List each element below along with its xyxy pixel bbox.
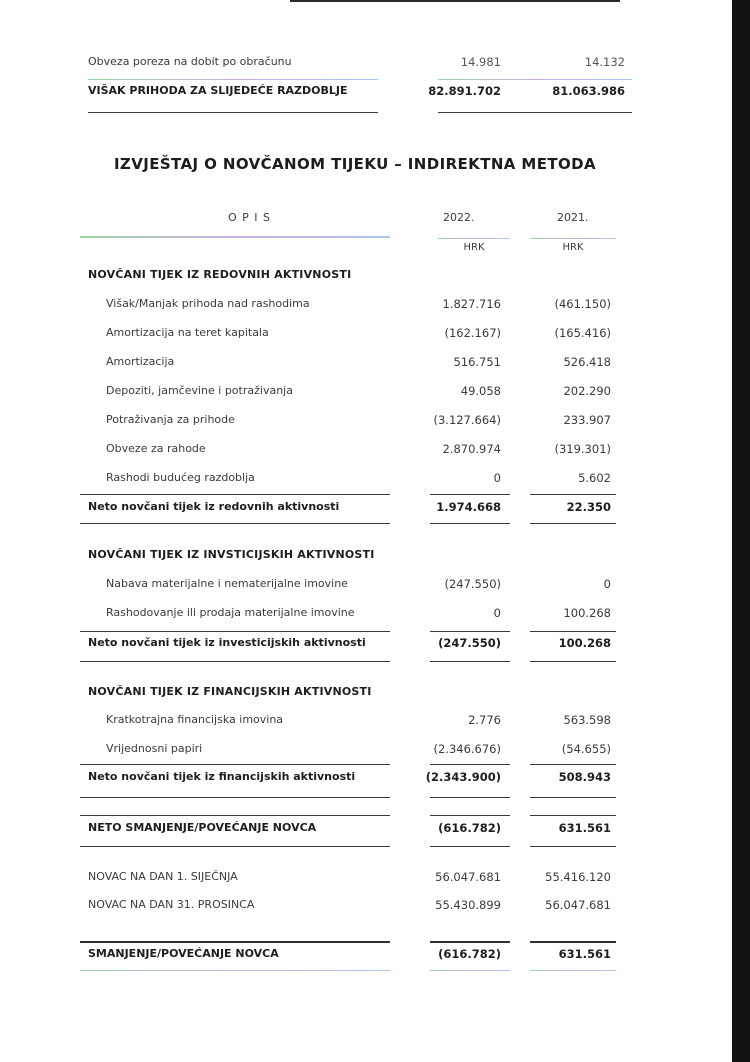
- currency-2022: HRK: [463, 242, 485, 253]
- row-value-2022: 1.827.716: [442, 297, 501, 311]
- row-value-2022: (3.127.664): [433, 413, 501, 427]
- final-change-2021: 631.561: [558, 947, 611, 961]
- final-topline: [430, 941, 510, 943]
- column-header-2022: 2022.: [443, 211, 475, 224]
- total-topline: [80, 764, 390, 765]
- cash-jan-2022: 56.047.681: [435, 870, 501, 884]
- total-underline: [430, 797, 510, 798]
- total-topline: [530, 764, 616, 765]
- cash-dec-label: NOVAC NA DAN 31. PROSINCA: [88, 898, 255, 911]
- header-divider: [438, 238, 510, 239]
- underline: [438, 112, 632, 113]
- total-topline: [430, 631, 510, 632]
- column-header-opis: O P I S: [228, 211, 272, 224]
- total-investing-2021: 100.268: [558, 636, 611, 650]
- surplus-next-period-2022: 82.891.702: [428, 84, 501, 98]
- tax-obligation-2021: 14.132: [584, 55, 625, 69]
- total-underline: [430, 523, 510, 524]
- section-title-financing: NOVČANI TIJEK IZ FINANCIJSKIH AKTIVNOSTI: [88, 685, 372, 698]
- total-underline: [80, 797, 390, 798]
- row-value-2022: (247.550): [444, 577, 501, 591]
- row-label: Amortizacija na teret kapitala: [106, 326, 269, 339]
- net-change-underline: [430, 846, 510, 847]
- total-topline: [80, 631, 390, 632]
- row-value-2022: (2.346.676): [433, 742, 501, 756]
- cash-dec-2022: 55.430.899: [435, 898, 501, 912]
- final-topline: [530, 941, 616, 943]
- row-value-2021: (461.150): [554, 297, 611, 311]
- total-investing-2022: (247.550): [438, 636, 501, 650]
- total-underline: [430, 661, 510, 662]
- total-operating-2022: 1.974.668: [436, 500, 501, 514]
- row-value-2022: 2.870.974: [442, 442, 501, 456]
- total-financing-2022: (2.343.900): [425, 770, 501, 784]
- final-underline: [430, 970, 510, 971]
- tax-obligation-label: Obveza poreza na dobit po obračunu: [88, 55, 292, 68]
- divider: [88, 79, 378, 80]
- total-underline: [80, 523, 390, 524]
- total-label-financing: Neto novčani tijek iz financijskih aktivnosti: [88, 770, 356, 783]
- total-topline: [530, 631, 616, 632]
- total-topline: [530, 494, 616, 495]
- net-change-label: NETO SMANJENJE/POVEĆANJE NOVCA: [88, 821, 317, 834]
- currency-2021: HRK: [562, 242, 584, 253]
- row-value-2021: 233.907: [563, 413, 611, 427]
- net-change-topline: [530, 815, 616, 816]
- row-value-2021: 100.268: [563, 606, 611, 620]
- row-value-2022: 516.751: [453, 355, 501, 369]
- net-change-underline: [530, 846, 616, 847]
- report-title: IZVJEŠTAJ O NOVČANOM TIJEKU – INDIREKTNA METODA: [113, 155, 597, 173]
- cash-dec-2021: 56.047.681: [545, 898, 611, 912]
- total-operating-2021: 22.350: [566, 500, 611, 514]
- row-label: Amortizacija: [106, 355, 175, 368]
- scan-edge-bar: [732, 0, 750, 1062]
- total-topline: [430, 494, 510, 495]
- row-label: Rashodi budućeg razdoblja: [106, 471, 255, 484]
- total-topline: [80, 494, 390, 495]
- row-label: Potraživanja za prihode: [106, 413, 235, 426]
- row-value-2022: 2.776: [468, 713, 501, 727]
- net-change-2021: 631.561: [558, 821, 611, 835]
- cash-jan-label: NOVAC NA DAN 1. SIJEČNJA: [88, 870, 238, 883]
- row-value-2021: 5.602: [578, 471, 611, 485]
- total-underline: [530, 797, 616, 798]
- total-underline: [80, 661, 390, 662]
- section-title-operating: NOVČANI TIJEK IZ REDOVNIH AKTIVNOSTI: [88, 268, 352, 281]
- header-divider: [530, 238, 616, 239]
- total-underline: [530, 661, 616, 662]
- net-change-topline: [430, 815, 510, 816]
- row-label: Višak/Manjak prihoda nad rashodima: [106, 297, 310, 310]
- net-change-2022: (616.782): [438, 821, 501, 835]
- final-topline: [80, 941, 390, 943]
- top-edge-line: [290, 0, 620, 2]
- row-value-2022: 0: [493, 606, 501, 620]
- row-label: Depoziti, jamčevine i potraživanja: [106, 384, 293, 397]
- row-label: Nabava materijalne i nematerijalne imovine: [106, 577, 348, 590]
- cash-jan-2021: 55.416.120: [545, 870, 611, 884]
- row-value-2021: 526.418: [563, 355, 611, 369]
- final-change-label: SMANJENJE/POVEĆANJE NOVCA: [88, 947, 279, 960]
- row-value-2021: 563.598: [563, 713, 611, 727]
- underline: [88, 112, 378, 113]
- divider: [438, 79, 632, 80]
- row-value-2021: (165.416): [554, 326, 611, 340]
- row-label: Vrijednosni papiri: [106, 742, 203, 755]
- net-change-topline: [80, 815, 390, 816]
- row-value-2022: 0: [493, 471, 501, 485]
- row-value-2021: (54.655): [561, 742, 611, 756]
- total-underline: [530, 523, 616, 524]
- row-value-2021: (319.301): [554, 442, 611, 456]
- surplus-next-period-2021: 81.063.986: [552, 84, 625, 98]
- section-title-investing: NOVČANI TIJEK IZ INVSTICIJSKIH AKTIVNOSTI: [88, 548, 375, 561]
- header-divider: [80, 236, 390, 238]
- tax-obligation-2022: 14.981: [460, 55, 501, 69]
- total-topline: [430, 764, 510, 765]
- row-label: Rashodovanje ili prodaja materijalne imovine: [106, 606, 355, 619]
- final-underline: [530, 970, 616, 971]
- row-value-2022: (162.167): [444, 326, 501, 340]
- surplus-next-period-label: VIŠAK PRIHODA ZA SLIJEDEĆE RAZDOBLJE: [88, 84, 348, 97]
- row-value-2021: 0: [603, 577, 611, 591]
- column-header-2021: 2021.: [557, 211, 589, 224]
- row-value-2021: 202.290: [563, 384, 611, 398]
- final-change-2022: (616.782): [438, 947, 501, 961]
- final-underline: [80, 970, 390, 971]
- total-label-investing: Neto novčani tijek iz investicijskih aktivnosti: [88, 636, 366, 649]
- row-label: Kratkotrajna financijska imovina: [106, 713, 284, 726]
- total-financing-2021: 508.943: [558, 770, 611, 784]
- total-label-operating: Neto novčani tijek iz redovnih aktivnosti: [88, 500, 340, 513]
- row-label: Obveze za rahode: [106, 442, 206, 455]
- row-value-2022: 49.058: [460, 384, 501, 398]
- net-change-underline: [80, 846, 390, 847]
